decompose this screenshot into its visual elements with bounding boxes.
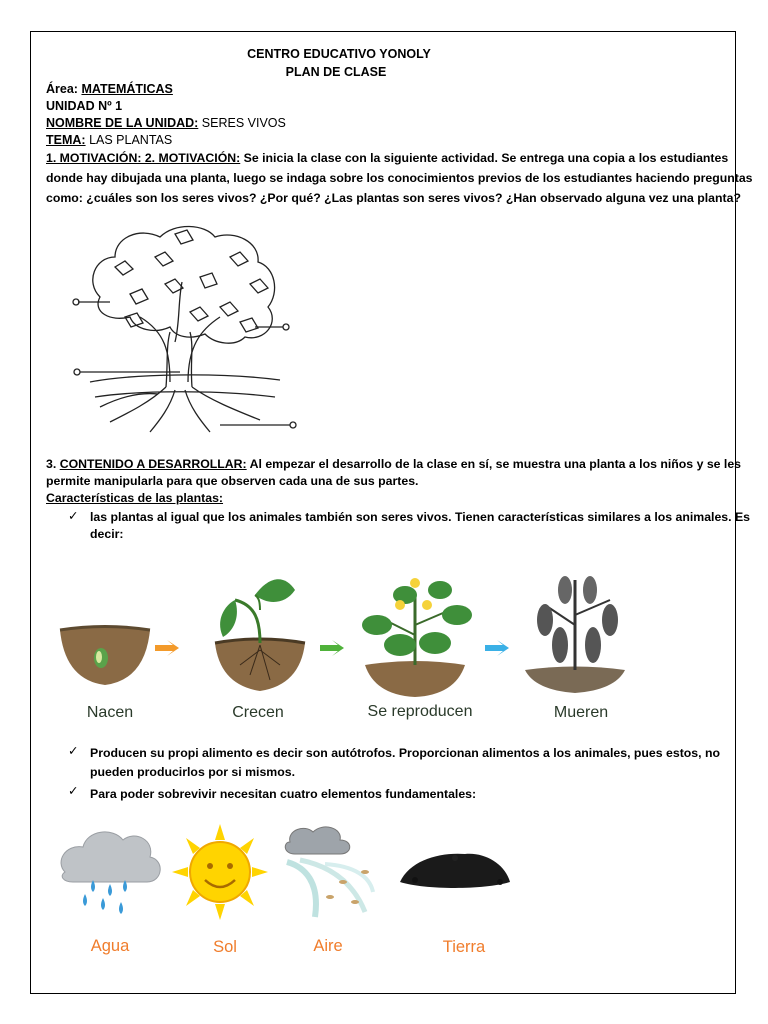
- section1-text: [46, 148, 753, 208]
- section3-line1: Al empezar el desarrollo de la clase en sí, se muestra una planta a los niños y se les: [249, 457, 742, 471]
- element-label-tierra: Tierra: [442, 938, 486, 956]
- section3-heading: CONTENIDO A DESARROLLAR:: [59, 457, 247, 471]
- stage-label-crecen: Crecen: [232, 704, 284, 721]
- elements-illustration: [55, 822, 525, 927]
- check-icon: ✓: [68, 509, 79, 523]
- element-label-aire: Aire: [313, 937, 343, 955]
- bullet1-text: [90, 509, 751, 543]
- element-label-sol: Sol: [213, 938, 237, 956]
- seedling-stage-image: [215, 579, 305, 691]
- characteristics-heading: Características de las plantas:: [46, 491, 224, 505]
- arrow-icon: [155, 640, 179, 656]
- rain-cloud-icon: [61, 832, 160, 914]
- section1-line1: Se inicia la clase con la siguiente actividad. Se entrega una copia a los estudiantes: [243, 151, 729, 165]
- school-name: CENTRO EDUCATIVO YONOLY: [247, 47, 431, 61]
- section1-heading: 1. MOTIVACIÓN: 2. MOTIVACIÓN:: [46, 151, 241, 165]
- section3-number: 3.: [46, 457, 57, 471]
- arrow-icon: [320, 640, 344, 656]
- section3-line2: permite manipularla para que observen cada una de sus partes.: [46, 474, 419, 488]
- document-type: PLAN DE CLASE: [285, 65, 387, 79]
- wind-icon: [285, 827, 373, 917]
- stage-label-nacen: Nacen: [86, 704, 134, 721]
- life-cycle-illustration: [55, 565, 655, 700]
- element-label-agua: Agua: [90, 937, 130, 955]
- check-icon: ✓: [68, 744, 79, 758]
- bullet2-line1: Producen su propi alimento es decir son autótrofos. Proporcionan alimentos a los animales, pues estos, no: [90, 746, 721, 760]
- unit-name-line: [46, 114, 286, 132]
- area-value: MATEMÁTICAS: [81, 82, 173, 96]
- section3-text: [46, 456, 742, 507]
- bullet1-line1: las plantas al igual que los animales también son seres vivos. Tienen características similares a los animales. Es: [90, 510, 751, 524]
- bullet3-text: Para poder sobrevivir necesitan cuatro elementos fundamentales:: [90, 787, 477, 801]
- section1-line2: donde hay dibujada una planta, luego se indaga sobre los conocimientos previos de los estudiantes haciendo preguntas: [46, 171, 753, 185]
- bullet1-line2: decir:: [90, 527, 124, 541]
- arrow-icon: [485, 640, 509, 656]
- seed-stage-image: [60, 627, 150, 686]
- topic-line: [46, 131, 172, 149]
- unit-name-label: NOMBRE DE LA UNIDAD:: [46, 116, 199, 130]
- dying-stage-image: [525, 576, 625, 693]
- topic-label: TEMA:: [46, 133, 86, 147]
- unit-name-value: SERES VIVOS: [201, 116, 286, 130]
- flowering-stage-image: [362, 578, 472, 697]
- topic-value: LAS PLANTAS: [89, 133, 173, 147]
- tree-diagram: [70, 222, 300, 437]
- unit-label: UNIDAD Nº 1: [46, 99, 123, 113]
- bullet2-line2: pueden producirlos por si mismos.: [90, 765, 295, 779]
- area-label: Área:: [46, 82, 78, 96]
- area-line: [46, 80, 173, 98]
- stage-label-se-reproducen: Se reproducen: [367, 703, 473, 720]
- bullet2-text: [90, 744, 730, 782]
- section1-line3: como: ¿cuáles son los seres vivos? ¿Por qué? ¿Las plantas son seres vivos? ¿Han observado alguna vez una planta?: [46, 191, 741, 205]
- soil-icon: [400, 854, 510, 888]
- check-icon: ✓: [68, 784, 79, 798]
- stage-label-mueren: Mueren: [553, 704, 609, 721]
- sun-icon: [172, 824, 268, 920]
